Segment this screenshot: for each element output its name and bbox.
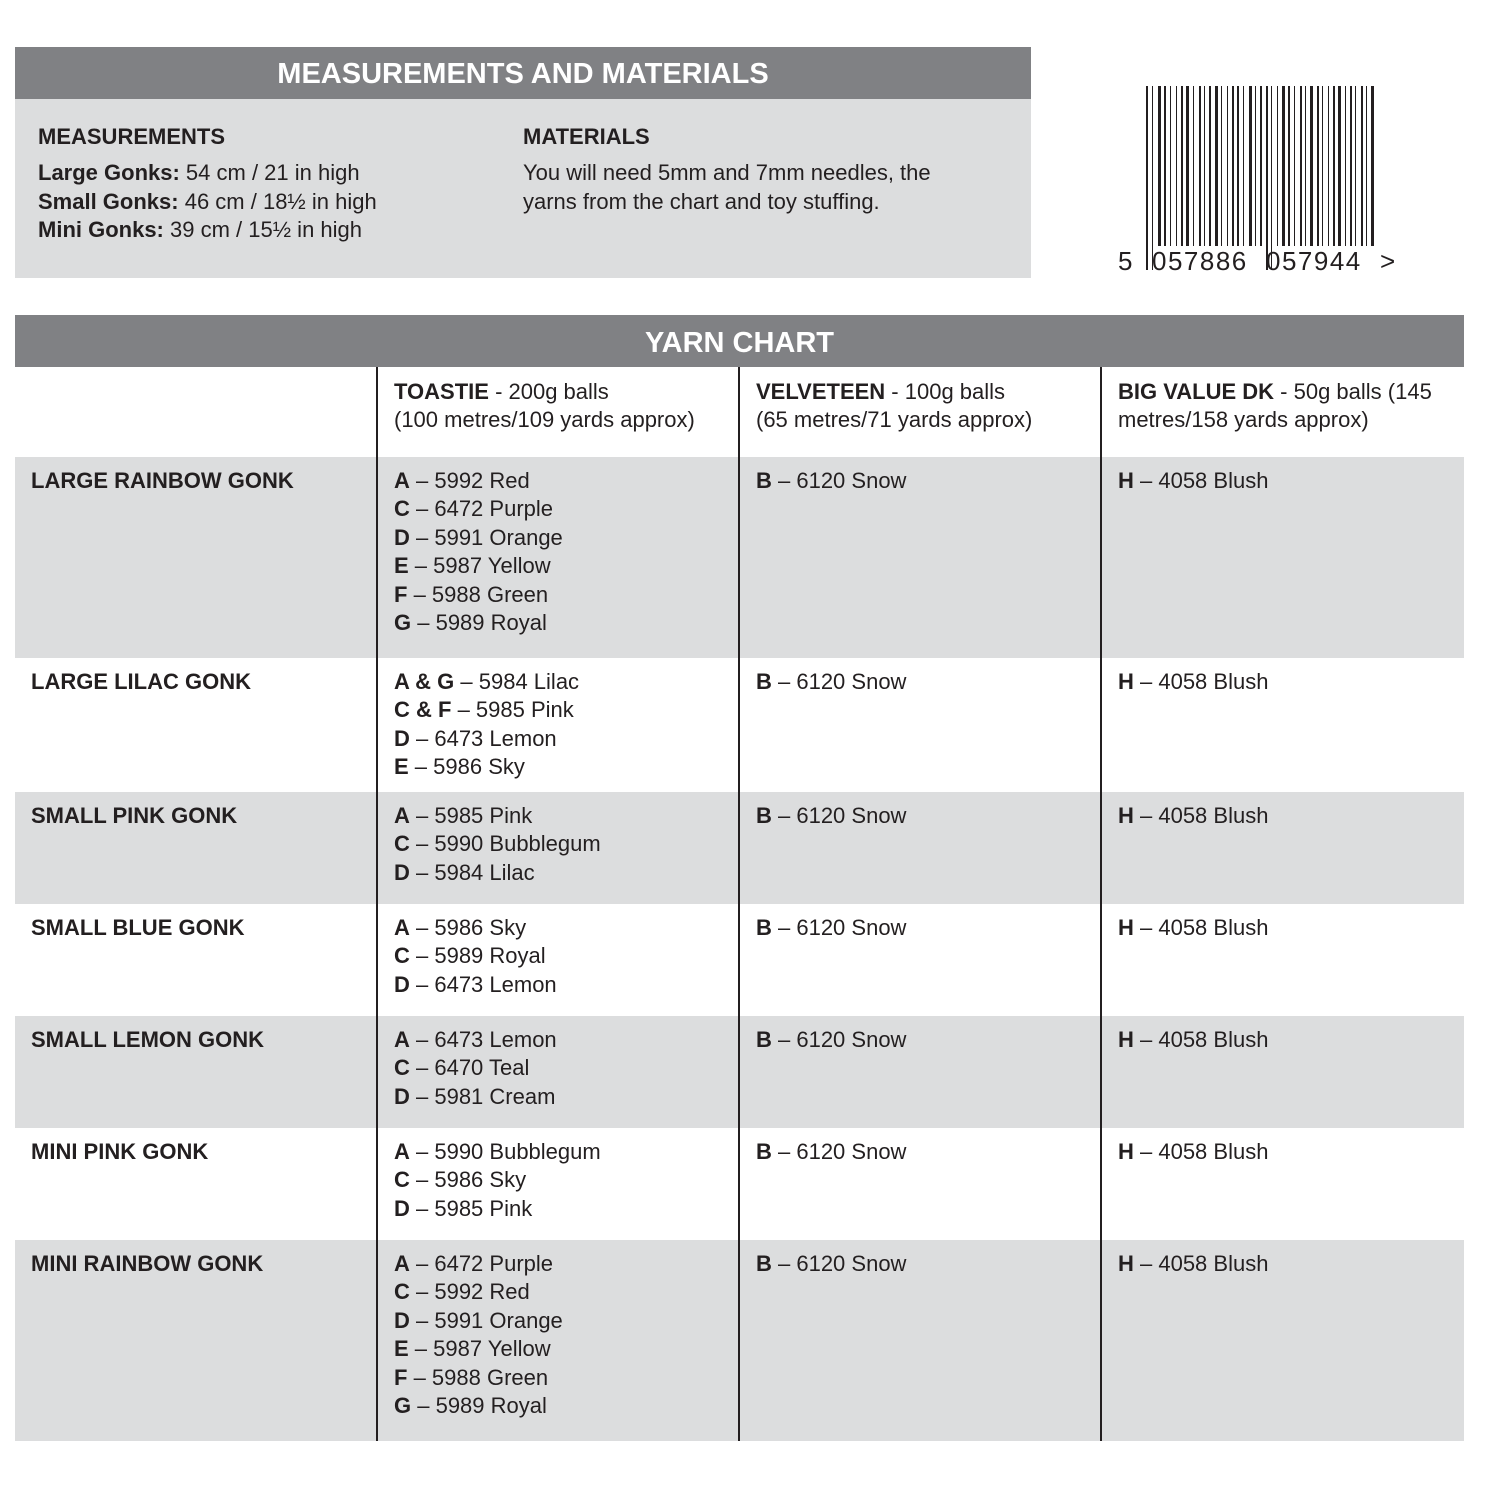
barcode-bar — [1249, 86, 1252, 246]
yarn-code: H — [1118, 1251, 1134, 1276]
yarn-code: A — [394, 1139, 410, 1164]
yarn-line — [394, 581, 728, 609]
bigvalue-cell — [1101, 1016, 1464, 1128]
yarn-shade: – 6120 Snow — [771, 669, 907, 694]
yarn-code: G — [394, 1393, 412, 1419]
yarn-code: A — [394, 468, 410, 493]
yarn-code: E — [394, 553, 409, 579]
yarn-weight: - 100g balls — [885, 379, 1006, 404]
column-header-velveteen — [739, 367, 1101, 457]
barcode-bar — [1260, 86, 1262, 246]
yarn-code: A — [394, 803, 410, 828]
yarn-line — [1118, 1250, 1454, 1278]
yarn-code: C — [394, 1055, 410, 1081]
barcode-bar — [1355, 86, 1356, 246]
yarn-shade: – 6120 Snow — [771, 1251, 907, 1276]
yarn-line — [394, 524, 728, 552]
yarn-length: metres/158 yards approx) — [1118, 407, 1369, 433]
yarn-code: C & F — [394, 697, 452, 723]
barcode-bar — [1221, 86, 1222, 246]
yarn-code: C — [394, 1279, 410, 1305]
yarn-shade: – 6470 Teal — [409, 1055, 530, 1081]
yarn-name: BIG VALUE DK — [1118, 379, 1275, 404]
bigvalue-cell — [1101, 457, 1464, 658]
yarn-shade: – 5986 Sky — [409, 915, 527, 940]
gonk-name: MINI RAINBOW GONK — [15, 1240, 377, 1441]
barcode-bar — [1186, 86, 1189, 246]
toastie-cell — [377, 1128, 739, 1240]
yarn-code: E — [394, 1336, 409, 1362]
barcode-bar — [1282, 86, 1285, 246]
bigvalue-cell — [1101, 904, 1464, 1016]
barcode-bar — [1232, 86, 1234, 246]
table-row — [15, 457, 1464, 658]
yarn-code: B — [756, 1027, 772, 1052]
yarn-line — [394, 696, 728, 724]
measurements-heading: MEASUREMENTS — [38, 124, 226, 149]
barcode-bar — [1305, 86, 1306, 246]
gonk-name: SMALL PINK GONK — [15, 792, 377, 904]
barcode-bar — [1181, 86, 1183, 246]
gonk-name: SMALL LEMON GONK — [15, 1016, 377, 1128]
yarn-code: B — [756, 803, 772, 828]
yarn-chart-header-row — [15, 367, 1464, 457]
barcode-bar — [1158, 86, 1161, 246]
velveteen-cell — [739, 1128, 1101, 1240]
measurement-label: Small Gonks: — [38, 188, 179, 214]
toastie-cell — [377, 457, 739, 658]
yarn-line — [756, 1138, 1090, 1166]
barcode-bar — [1255, 86, 1256, 246]
yarn-line — [394, 495, 728, 523]
yarn-shade: – 6472 Purple — [409, 1251, 553, 1276]
yarn-shade: – 5990 Bubblegum — [409, 831, 601, 857]
toastie-cell — [377, 792, 739, 904]
yarn-line — [394, 1026, 728, 1054]
barcode-bar — [1176, 86, 1177, 246]
table-row — [15, 792, 1464, 904]
yarn-code: G — [394, 610, 412, 636]
yarn-line — [1118, 802, 1454, 830]
yarn-code: A — [394, 1251, 410, 1276]
toastie-cell — [377, 904, 739, 1016]
yarn-shade: – 4058 Blush — [1133, 803, 1269, 828]
yarn-code: B — [756, 915, 772, 940]
velveteen-cell — [739, 1240, 1101, 1441]
velveteen-cell — [739, 658, 1101, 792]
yarn-line — [394, 1195, 728, 1223]
yarn-length: (100 metres/109 yards approx) — [394, 407, 695, 433]
yarn-shade: – 6120 Snow — [771, 468, 907, 493]
barcode-bar — [1338, 86, 1341, 246]
yarn-code: C — [394, 1167, 410, 1193]
yarn-shade: – 4058 Blush — [1133, 468, 1269, 493]
materials-line: You will need 5mm and 7mm needles, the — [523, 160, 931, 185]
yarn-shade: – 5991 Orange — [409, 1307, 563, 1333]
yarn-shade: – 5984 Lilac — [454, 669, 580, 694]
yarn-shade: – 6473 Lemon — [409, 1027, 557, 1052]
barcode-left-digits: 057886 — [1152, 246, 1248, 276]
yarn-shade: – 5981 Cream — [409, 1083, 556, 1109]
yarn-code: C — [394, 496, 410, 522]
velveteen-cell — [739, 792, 1101, 904]
bigvalue-cell — [1101, 792, 1464, 904]
barcode-bar — [1215, 86, 1218, 246]
yarn-line — [394, 668, 728, 696]
table-row — [15, 1240, 1464, 1441]
yarn-weight: - 50g balls (145 — [1274, 379, 1432, 404]
yarn-line — [394, 609, 728, 637]
barcode-right-digits: 057944 — [1266, 246, 1362, 276]
header-empty-cell — [15, 367, 377, 457]
yarn-shade: – 5985 Pink — [451, 697, 574, 723]
column-header-toastie — [377, 367, 739, 457]
yarn-line — [1118, 1138, 1454, 1166]
yarn-shade: – 5991 Orange — [409, 524, 563, 550]
yarn-line — [756, 1026, 1090, 1054]
yarn-line — [394, 1138, 728, 1166]
yarn-line — [1118, 914, 1454, 942]
barcode-bar — [1204, 86, 1205, 246]
yarn-line — [394, 1364, 728, 1392]
yarn-code: C — [394, 943, 410, 969]
yarn-code: D — [394, 524, 410, 550]
bigvalue-cell — [1101, 1240, 1464, 1441]
yarn-shade: – 4058 Blush — [1133, 915, 1269, 940]
gonk-name: LARGE RAINBOW GONK — [15, 457, 377, 658]
barcode-bar — [1209, 86, 1211, 246]
yarn-shade: – 5984 Lilac — [409, 859, 535, 885]
measurement-value: 39 cm / 15½ in high — [163, 217, 363, 242]
yarn-shade: – 5985 Pink — [409, 1195, 533, 1221]
yarn-code: F — [394, 581, 408, 607]
yarn-line — [394, 1083, 728, 1111]
barcode-bar — [1366, 86, 1367, 246]
yarn-line — [394, 914, 728, 942]
yarn-name: VELVETEEN — [756, 379, 886, 404]
measurement-value: 46 cm / 18½ in high — [178, 188, 377, 214]
yarn-shade: – 5988 Green — [407, 1364, 549, 1390]
yarn-line — [394, 753, 728, 781]
table-row — [15, 1128, 1464, 1240]
yarn-shade: – 5992 Red — [409, 468, 530, 493]
yarn-code: B — [756, 468, 772, 493]
barcode-bars — [1146, 86, 1378, 246]
yarn-code: H — [1118, 1027, 1134, 1052]
toastie-cell — [377, 1240, 739, 1441]
yarn-chart — [15, 315, 1464, 1441]
barcode-bar — [1193, 86, 1194, 246]
yarn-line — [394, 1054, 728, 1082]
barcode-first-digit: 5 — [1118, 246, 1133, 276]
yarn-shade: – 6473 Lemon — [409, 725, 557, 751]
yarn-line — [1118, 668, 1454, 696]
gonk-name: LARGE LILAC GONK — [31, 669, 251, 694]
toastie-cell — [377, 1016, 739, 1128]
barcode-bar — [1266, 86, 1268, 270]
barcode-bar — [1322, 86, 1323, 246]
yarn-shade: – 6120 Snow — [771, 1139, 907, 1164]
barcode-bar — [1164, 86, 1166, 246]
measurements-materials-panel — [15, 47, 1031, 278]
yarn-code: C — [394, 831, 410, 857]
yarn-line — [1118, 1026, 1454, 1054]
yarn-code: D — [394, 859, 410, 885]
velveteen-cell — [739, 1016, 1101, 1128]
barcode — [1118, 86, 1398, 278]
barcode-bar — [1361, 86, 1363, 246]
yarn-code: B — [756, 1139, 772, 1164]
yarn-shade: – 5985 Pink — [409, 803, 533, 828]
bigvalue-cell — [1101, 658, 1464, 792]
velveteen-cell — [739, 457, 1101, 658]
barcode-bar — [1345, 86, 1346, 246]
gonk-name: MINI PINK GONK — [31, 1139, 209, 1164]
materials-heading: MATERIALS — [523, 124, 650, 149]
yarn-chart-table — [15, 367, 1464, 1441]
yarn-line — [394, 1278, 728, 1306]
barcode-bar — [1170, 86, 1171, 246]
yarn-shade: – 5987 Yellow — [408, 1336, 551, 1362]
yarn-line — [394, 467, 728, 495]
yarn-code: H — [1118, 468, 1134, 493]
yarn-code: B — [756, 669, 772, 694]
table-row — [15, 1016, 1464, 1128]
yarn-shade: – 4058 Blush — [1133, 1027, 1269, 1052]
yarn-shade: – 4058 Blush — [1133, 1139, 1269, 1164]
yarn-shade: – 5986 Sky — [408, 754, 525, 780]
yarn-code: H — [1118, 803, 1134, 828]
yarn-line — [394, 1166, 728, 1194]
barcode-bar — [1243, 86, 1244, 246]
yarn-code: H — [1118, 669, 1134, 694]
yarn-shade: – 5990 Bubblegum — [409, 1139, 601, 1164]
yarn-chart-title: YARN CHART — [15, 315, 1464, 367]
barcode-bar — [1199, 86, 1201, 246]
yarn-shade: – 5989 Royal — [409, 943, 546, 969]
measurement-label: Mini Gonks: — [38, 217, 164, 242]
yarn-shade: – 6120 Snow — [771, 1027, 907, 1052]
yarn-shade: – 6120 Snow — [771, 803, 907, 828]
barcode-bar — [1294, 86, 1295, 246]
yarn-line — [394, 942, 728, 970]
yarn-line — [394, 1335, 728, 1363]
bigvalue-cell — [1101, 1128, 1464, 1240]
yarn-shade: – 5986 Sky — [409, 1167, 527, 1193]
velveteen-cell — [739, 904, 1101, 1016]
yarn-code: E — [394, 754, 409, 780]
yarn-shade: – 5988 Green — [407, 581, 549, 607]
barcode-bar — [1371, 86, 1374, 246]
materials-section — [523, 123, 1013, 216]
yarn-line — [756, 1250, 1090, 1278]
gonk-name: SMALL BLUE GONK — [31, 915, 245, 940]
yarn-line — [394, 1307, 728, 1335]
yarn-line — [394, 802, 728, 830]
yarn-line — [394, 1392, 728, 1420]
yarn-code: D — [394, 1083, 410, 1109]
yarn-code: D — [394, 1195, 410, 1221]
yarn-length: (65 metres/71 yards approx) — [756, 407, 1033, 433]
yarn-line — [394, 830, 728, 858]
panel-title: MEASUREMENTS AND MATERIALS — [15, 47, 1031, 99]
yarn-code: D — [394, 1307, 410, 1333]
measurement-label: Large Gonks: — [38, 160, 180, 185]
yarn-code: H — [1118, 915, 1134, 940]
yarn-shade: – 5987 Yellow — [408, 553, 551, 579]
barcode-bar — [1328, 86, 1329, 246]
yarn-code: A & G — [394, 669, 455, 694]
yarn-code: A — [394, 1027, 410, 1052]
table-row — [15, 904, 1464, 1016]
yarn-code: D — [394, 971, 410, 997]
yarn-line — [756, 668, 1090, 696]
toastie-cell — [377, 658, 739, 792]
yarn-weight: - 200g balls — [488, 379, 609, 404]
barcode-bar — [1277, 86, 1278, 246]
barcode-bar — [1333, 86, 1335, 246]
yarn-line — [394, 1250, 728, 1278]
yarn-shade: – 5989 Royal — [411, 1393, 547, 1419]
barcode-bar — [1317, 86, 1319, 246]
barcode-bar — [1271, 86, 1272, 270]
yarn-line — [756, 914, 1090, 942]
yarn-shade: – 6120 Snow — [771, 915, 907, 940]
materials-line: yarns from the chart and toy stuffing. — [523, 188, 880, 214]
barcode-bar — [1146, 86, 1148, 270]
barcode-bar — [1237, 86, 1239, 246]
yarn-line — [394, 859, 728, 887]
barcode-bar — [1152, 86, 1153, 270]
yarn-line — [394, 552, 728, 580]
yarn-line — [756, 802, 1090, 830]
measurements-section — [38, 123, 498, 245]
yarn-shade: – 4058 Blush — [1133, 1251, 1269, 1276]
yarn-shade: – 5989 Royal — [411, 610, 547, 636]
yarn-name: TOASTIE — [394, 379, 489, 404]
yarn-shade: – 6473 Lemon — [409, 971, 557, 997]
yarn-code: D — [394, 725, 410, 751]
measurement-value: 54 cm / 21 in high — [179, 160, 360, 185]
column-header-big-value-dk — [1101, 367, 1464, 457]
yarn-code: A — [394, 915, 410, 940]
yarn-line — [394, 971, 728, 999]
measurement-line — [38, 159, 498, 188]
barcode-bar — [1350, 86, 1352, 246]
barcode-bar — [1310, 86, 1313, 246]
yarn-shade: – 5992 Red — [409, 1279, 530, 1305]
yarn-code: B — [756, 1251, 772, 1276]
yarn-shade: – 6472 Purple — [409, 496, 553, 522]
yarn-line — [1118, 467, 1454, 495]
barcode-bar — [1288, 86, 1290, 246]
table-row — [15, 658, 1464, 792]
measurement-line — [38, 216, 498, 245]
yarn-line — [756, 467, 1090, 495]
yarn-code: F — [394, 1364, 408, 1390]
yarn-shade: – 4058 Blush — [1133, 669, 1269, 694]
barcode-marker: > — [1380, 246, 1396, 276]
barcode-bar — [1227, 86, 1228, 246]
barcode-bar — [1300, 86, 1302, 246]
measurement-line — [38, 188, 498, 217]
yarn-code: H — [1118, 1139, 1134, 1164]
yarn-line — [394, 725, 728, 753]
